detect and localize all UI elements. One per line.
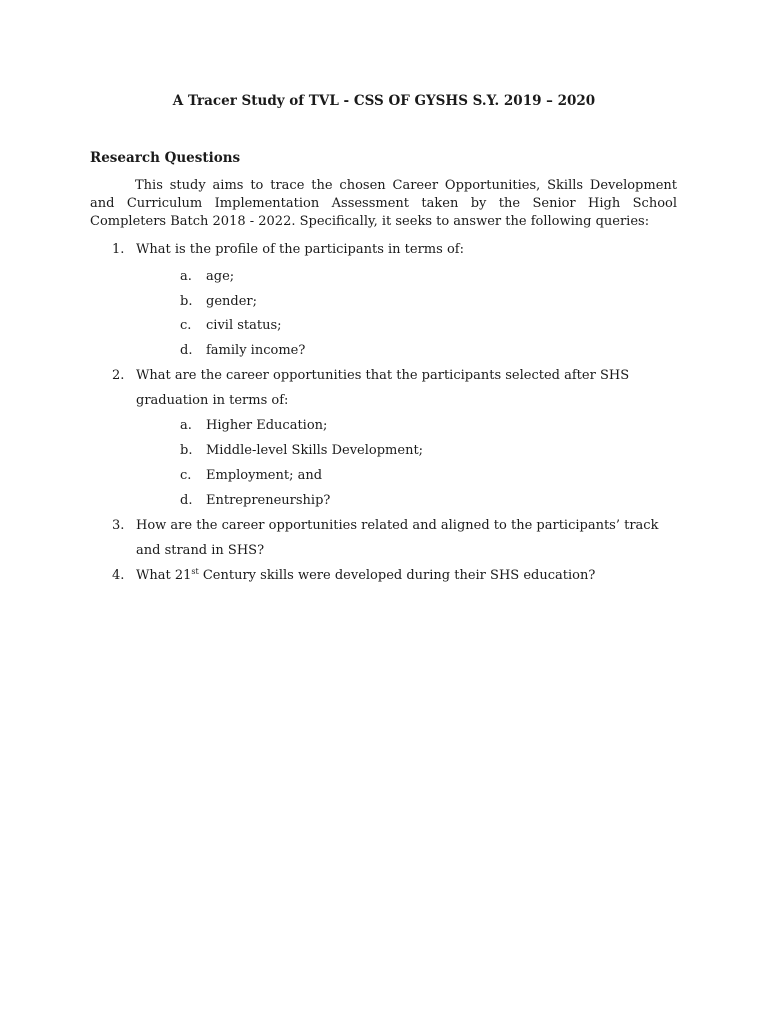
item-letter: c. [180,468,192,483]
intro-paragraph: This study aims to trace the chosen Career Opportunities, Skills Development and Curriculum Implementation Assessment taken by the Senior High School Completers Batch 2018 - 2022. Specifically, it seeks to answer the following queries: [90,178,677,229]
item-text: age; [206,269,235,284]
item-letter: d. [180,343,193,358]
question-text-line-2: and strand in SHS? [136,543,265,558]
item-letter: d. [180,493,193,508]
question-text-before: What 21 [136,568,192,583]
item-text: Entrepreneurship? [206,493,331,508]
item-letter: a. [180,269,192,284]
question-number: 2. [112,368,125,383]
section-heading: Research Questions [90,150,241,166]
question-number: 3. [112,518,125,533]
ordinal-superscript: st [191,567,199,576]
item-text: Middle-level Skills Development; [206,443,424,458]
question-text [136,563,692,588]
question-text-line-2: graduation in terms of: [136,393,289,408]
item-letter: b. [180,294,193,309]
item-letter: a. [180,418,192,433]
question-text-line-1: How are the career opportunities related and aligned to the participants’ track [136,518,659,533]
item-text: Higher Education; [206,418,328,433]
question-text-after: Century skills were developed during their SHS education? [198,568,596,583]
item-letter: b. [180,443,193,458]
question-number: 1. [112,242,125,257]
item-text: civil status; [206,318,282,333]
document-title: A Tracer Study of TVL - CSS OF GYSHS S.Y. 2019 – 2020 [172,93,596,109]
item-letter: c. [180,318,192,333]
item-text: gender; [206,294,257,309]
question-number: 4. [112,568,125,583]
item-text: Employment; and [206,468,323,483]
item-text: family income? [206,343,306,358]
question-text: What is the profile of the participants in terms of: [136,242,464,257]
question-text-line-1: What are the career opportunities that the participants selected after SHS [136,368,630,383]
